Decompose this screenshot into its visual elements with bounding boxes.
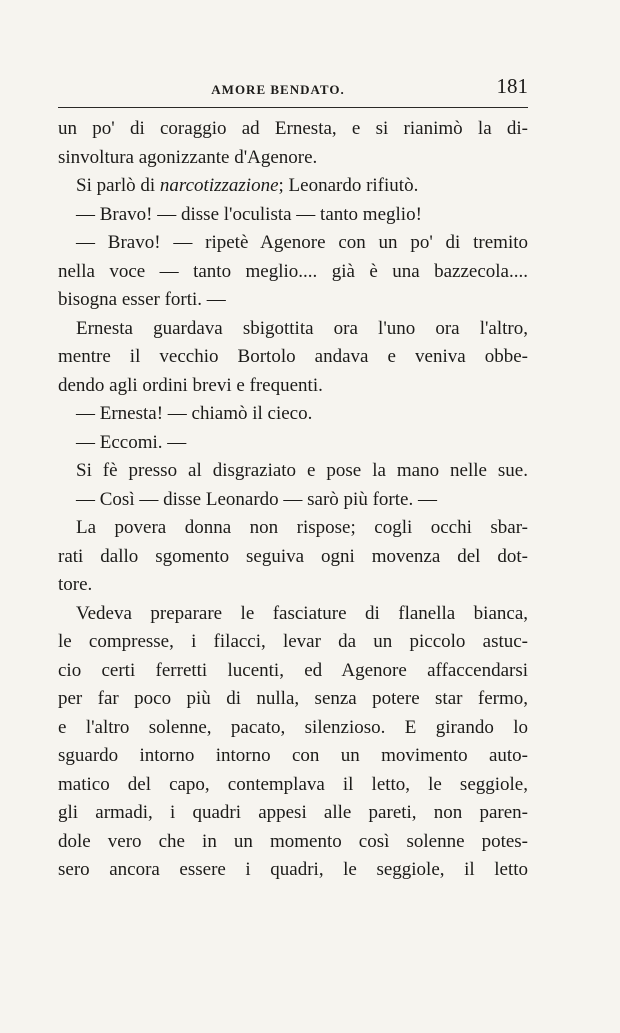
text-line: — Così — disse Leonardo — sarò più forte. — xyxy=(76,488,437,510)
page-header xyxy=(58,74,528,104)
body-text xyxy=(58,115,528,885)
text-line: gli armadi, i quadri appesi alle pareti, non paren- xyxy=(58,802,528,823)
text-line: matico del capo, contemplava il letto, le seggiole, xyxy=(58,773,528,795)
text-fragment: Si parlò di xyxy=(76,175,156,196)
header-rule xyxy=(58,107,528,108)
italic-term: narcotizzazione xyxy=(159,175,279,196)
text-line: Ernesta guardava sbigottita ora l'uno ora l'altro, xyxy=(76,317,528,339)
text-line: le compresse, i filacci, levar da un piccolo astuc- xyxy=(58,631,528,652)
text-line: Vedeva preparare le fasciature di flanella bianca, xyxy=(76,602,528,624)
text-line: dendo agli ordini brevi e frequenti. xyxy=(58,374,323,396)
text-line: Si fè presso al disgraziato e pose la mano nelle sue. xyxy=(76,460,528,481)
text-line xyxy=(58,172,528,201)
page-number: 181 xyxy=(496,74,528,98)
text-fragment: ; Leonardo rifiutò. xyxy=(278,175,419,196)
text-line: per far poco più di nulla, senza potere star fermo, xyxy=(58,688,528,709)
text-line: e l'altro solenne, pacato, silenzioso. E girando lo xyxy=(58,716,528,738)
text-line: dole vero che in un momento così solenne potes- xyxy=(58,830,528,852)
text-line: cio certi ferretti lucenti, ed Agenore affaccendarsi xyxy=(58,659,528,681)
text-line: sinvoltura agonizzante d'Agenore. xyxy=(58,146,318,168)
text-line: sero ancora essere i quadri, le seggiole, il letto xyxy=(58,859,528,880)
text-line: — Eccomi. — xyxy=(76,431,187,453)
text-line: — Ernesta! — chiamò il cieco. xyxy=(76,403,313,424)
text-line: bisogna esser forti. — xyxy=(58,289,226,310)
running-title: AMORE BENDATO. xyxy=(211,82,345,97)
text-line: — Bravo! — disse l'oculista — tanto meglio! xyxy=(76,203,422,225)
text-line: La povera donna non rispose; cogli occhi sbar- xyxy=(76,517,528,538)
text-line: sguardo intorno intorno con un movimento auto- xyxy=(58,745,528,766)
text-line: rati dallo sgomento seguiva ogni movenza del dot- xyxy=(58,545,528,567)
text-line: un po' di coraggio ad Ernesta, e si rianimò la di- xyxy=(58,118,528,139)
text-line: mentre il vecchio Bortolo andava e veniva obbe- xyxy=(58,346,528,367)
text-line: nella voce — tanto meglio.... già è una bazzecola.... xyxy=(58,260,528,282)
text-line: tore. xyxy=(58,574,93,595)
text-line: — Bravo! — ripetè Agenore con un po' di tremito xyxy=(76,232,528,253)
